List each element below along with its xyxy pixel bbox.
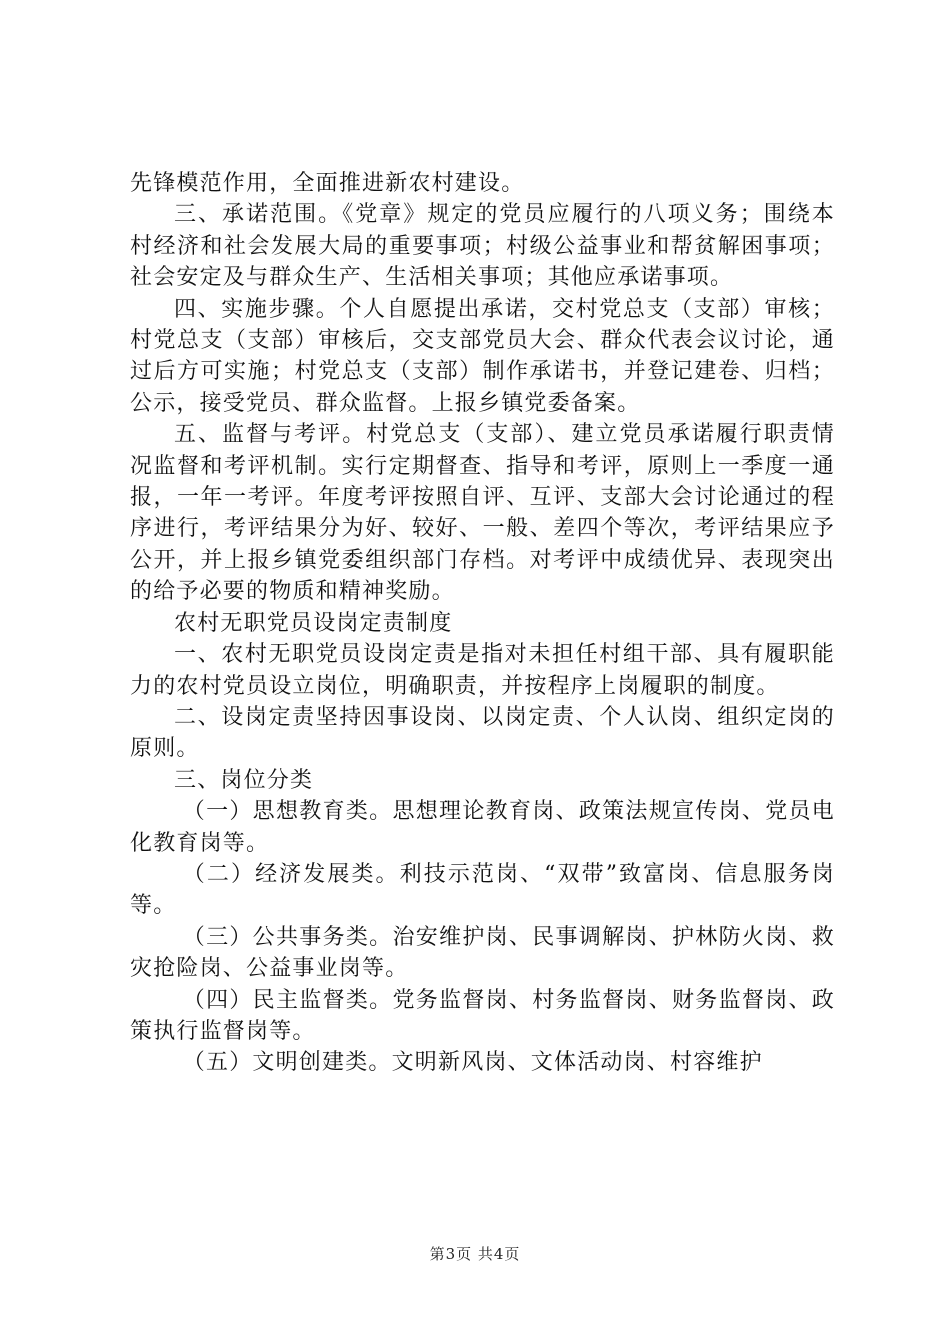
paragraph: 三、承诺范围。《党章》规定的党员应履行的八项义务；围绕本村经济和社会发展大局的重要事项；村级公益事业和帮贫解困事项；社会安定及与群众生产、生活相关事项；其他应承诺事项。 bbox=[130, 202, 835, 291]
paragraph: 一、农村无职党员设岗定责是指对未担任村组干部、具有履职能力的农村党员设立岗位，明确职责，并按程序上岗履职的制度。 bbox=[130, 642, 835, 699]
list-item: （三）公共事务类。治安维护岗、民事调解岗、护林防火岗、救灾抢险岗、公益事业岗等。 bbox=[130, 924, 835, 982]
page-footer: 第3页 共4页 bbox=[429, 1245, 521, 1263]
list-item: （二）经济发展类。利技示范岗、“双带”致富岗、信息服务岗等。 bbox=[130, 861, 835, 919]
paragraph: 五、监督与考评。村党总支（支部）、建立党员承诺履行职责情况监督和考评机制。实行定期督查、指导和考评，原则上一季度一通报，一年一考评。年度考评按照自评、互评、支部大会讨论通过的程序进行，考评结果分为好、较好、一般、差四个等次，考评结果应予公开，并上报乡镇党委组织部门存档。对考评中成绩优异、表现突出的给予必要的物质和精神奖励。 bbox=[130, 422, 835, 605]
paragraph: 先锋模范作用，全面推进新农村建设。 bbox=[130, 171, 525, 196]
paragraph: 四、实施步骤。个人自愿提出承诺，交村党总支（支部）审核；村党总支（支部）审核后，交支部党员大会、群众代表会议讨论，通过后方可实施；村党总支（支部）制作承诺书，并登记建卷、归档；公示，接受党员、群众监督。上报乡镇党委备案。 bbox=[130, 296, 835, 416]
paragraph: 二、设岗定责坚持因事设岗、以岗定责、个人认岗、组织定岗的原则。 bbox=[130, 704, 835, 762]
paragraph: 三、岗位分类 bbox=[174, 767, 314, 793]
section-heading: 农村无职党员设岗定责制度 bbox=[174, 610, 453, 636]
list-item: （五）文明创建类。文明新风岗、文体活动岗、村容维护 bbox=[182, 1050, 763, 1076]
list-item: （一）思想教育类。思想理论教育岗、政策法规宣传岗、党员电化教育岗等。 bbox=[130, 799, 835, 856]
document-body bbox=[130, 168, 835, 1079]
list-item: （四）民主监督类。党务监督岗、村务监督岗、财务监督岗、政策执行监督岗等。 bbox=[130, 987, 835, 1044]
